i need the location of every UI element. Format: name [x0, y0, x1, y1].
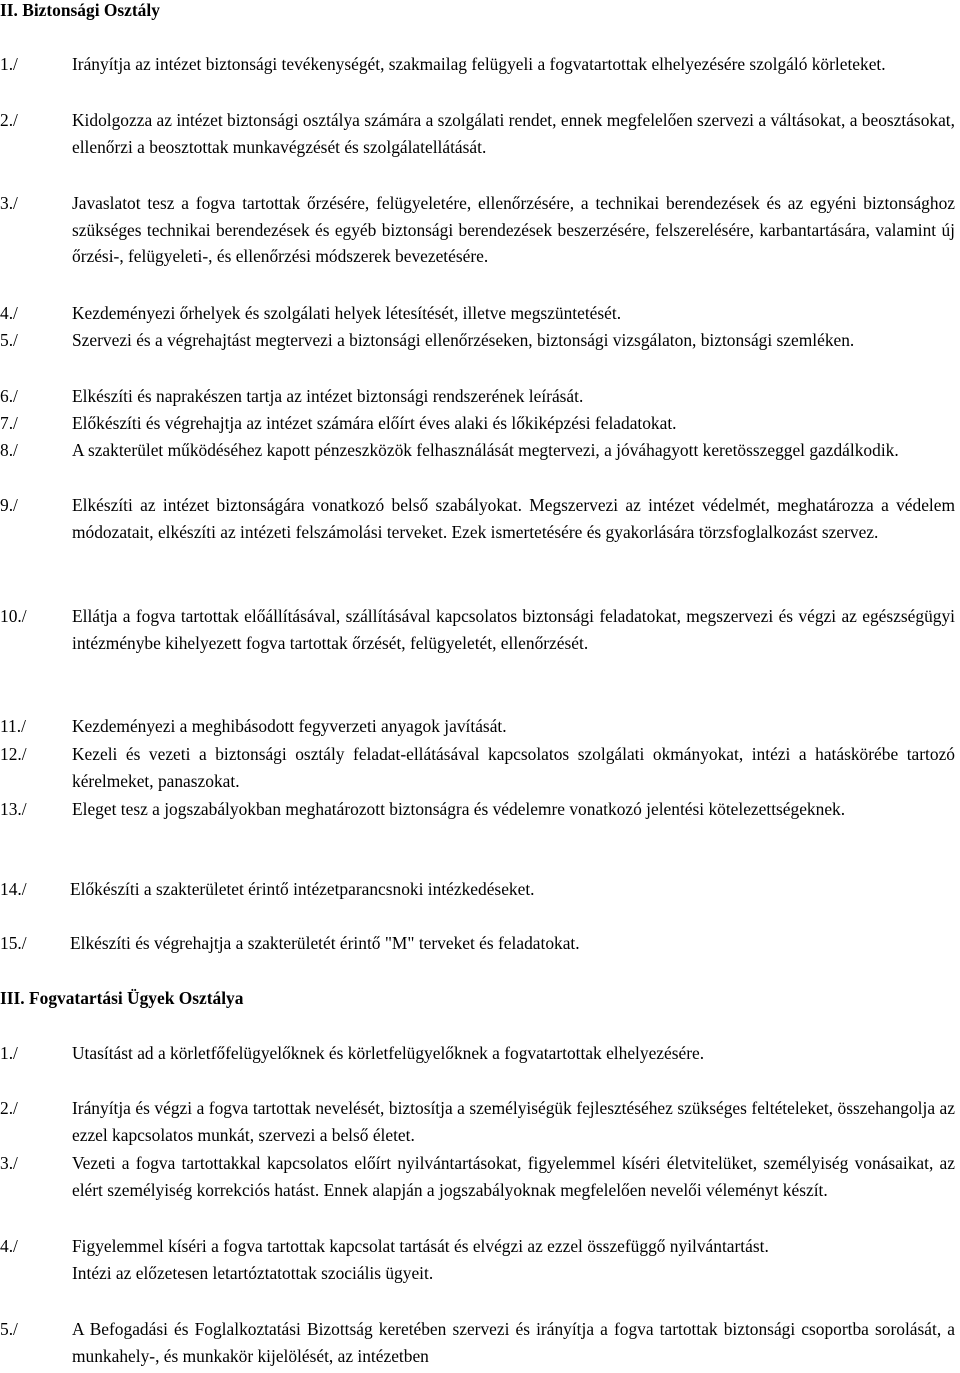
list-item — [0, 930, 955, 957]
item-number: 1./ — [0, 54, 18, 74]
item-text: Kezdeményezi őrhelyek és szolgálati helyek létesítését, illetve megszüntetését. — [72, 303, 622, 323]
list-item — [0, 437, 955, 464]
item-text: A Befogadási és Foglalkoztatási Bizottság keretében szervezi és irányítja a fogva tartottak biztonsági csoportba sorolását, a munkahely-, és munkakör kijelölését, az intézetben — [72, 1319, 955, 1366]
item-number: 4./ — [0, 303, 18, 323]
list-item — [0, 603, 955, 656]
item-text: A szakterület működéséhez kapott pénzeszközök felhasználását megtervezi, a jóváhagyott keretösszeggel gazdálkodik. — [72, 440, 899, 460]
item-number: 3./ — [0, 1153, 18, 1173]
item-number: 4./ — [0, 1236, 18, 1256]
item-text: Kezdeményezi a meghibásodott fegyverzeti anyagok javítását. — [72, 716, 507, 736]
item-text-line: Intézi az előzetesen letartóztatottak szociális ügyeit. — [72, 1262, 434, 1283]
item-text: Előkészíti a szakterületet érintő intézetparancsnoki intézkedéseket. — [70, 879, 535, 899]
list-item — [0, 410, 955, 437]
item-text-line: Figyelemmel kíséri a fogva tartottak kapcsolat tartását és elvégzi az ezzel összefüggő nyilvántartást. — [72, 1236, 769, 1256]
item-text: Javaslatot tesz a fogva tartottak őrzésére, felügyeletére, ellenőrzésére, a technikai berendezések és az egyéni biztonsághoz szükséges technikai berendezések és egyéb biztonsági berendezések beszerzésére, felszerelésére, karbantartására, valamint új őrzési-, felügyeleti-, és ellenőrzési módszerek bevezetésére. — [72, 193, 955, 266]
item-number: 10./ — [0, 606, 27, 626]
list-item — [0, 300, 955, 327]
list-item — [0, 492, 955, 545]
item-text: Előkészíti és végrehajtja az intézet számára előírt éves alaki és lőkiképzési feladatokat. — [72, 413, 677, 433]
item-number: 2./ — [0, 1098, 18, 1118]
list-item — [0, 190, 955, 270]
item-number: 3./ — [0, 193, 18, 213]
item-text: Kezeli és vezeti a biztonsági osztály feladat-ellátásával kapcsolatos szolgálati okmányokat, intézi a hatáskörébe tartozó kérelmeket, panaszokat. — [72, 744, 955, 791]
item-number: 2./ — [0, 110, 18, 130]
item-text: Elkészíti az intézet biztonságára vonatkozó belső szabályokat. Megszervezi az intézet védelmét, meghatározza a védelem módozatait, elkészíti az intézeti felszámolási terveket. Ezek ismertetésére és gyakorlására törzsfoglalkozást szervez. — [72, 495, 955, 542]
item-number: 5./ — [0, 330, 18, 350]
item-number: 8./ — [0, 440, 18, 460]
list-item — [0, 1150, 955, 1203]
list-item — [0, 1040, 955, 1067]
list-item — [0, 741, 955, 794]
section-heading-fogvatartasi: III. Fogvatartási Ügyek Osztálya — [0, 988, 244, 1008]
list-item — [0, 1316, 955, 1369]
list-item — [0, 51, 955, 78]
item-number: 7./ — [0, 413, 18, 433]
item-text: Vezeti a fogva tartottakkal kapcsolatos előírt nyilvántartásokat, figyelemmel kíséri életvitelüket, személyiség vonásaikat, az elért személyiség korrekciós hatást. Ennek alapján a jogszabályoknak megfelelően nevelői véleményt készít. — [72, 1153, 955, 1200]
item-text: Ellátja a fogva tartottak előállításával, szállításával kapcsolatos biztonsági feladatokat, megszervezi és végzi az egészségügyi intézménybe kihelyezett fogva tartottak őrzését, felügyeletét, ellenőrzését. — [72, 606, 955, 653]
item-text: Utasítást ad a körletfőfelügyelőknek és körletfelügyelőknek a fogvatartottak elhelyezésére. — [72, 1043, 705, 1063]
list-item — [0, 796, 955, 823]
item-text: Elkészíti és naprakészen tartja az intézet biztonsági rendszerének leírását. — [72, 386, 584, 406]
item-number: 15./ — [0, 933, 27, 953]
list-item — [0, 327, 955, 354]
item-number: 6./ — [0, 386, 18, 406]
item-number: 1./ — [0, 1043, 18, 1063]
list-item — [0, 107, 955, 160]
list-item — [0, 713, 955, 740]
list-item — [0, 1233, 955, 1286]
item-number: 14./ — [0, 879, 27, 899]
list-item — [0, 383, 955, 410]
item-text: Irányítja és végzi a fogva tartottak nevelését, biztosítja a személyiségük fejlesztéséhez szükséges feltételeket, összehangolja az ezzel kapcsolatos munkát, szervezi a belső életet. — [72, 1098, 955, 1145]
item-text: Kidolgozza az intézet biztonsági osztálya számára a szolgálati rendet, ennek megfelelően szervezi a váltásokat, a beosztásokat, ellenőrzi a beosztottak munkavégzését és szolgálatellátását. — [72, 110, 955, 157]
item-number: 5./ — [0, 1319, 18, 1339]
item-number: 13./ — [0, 799, 27, 819]
item-text: Irányítja az intézet biztonsági tevékenységét, szakmailag felügyeli a fogvatartottak elhelyezésére szolgáló körleteket. — [72, 54, 886, 74]
item-number: 12./ — [0, 744, 27, 764]
item-text — [72, 1233, 955, 1286]
list-item — [0, 876, 955, 903]
list-item — [0, 1095, 955, 1148]
section-heading-biztonsagi: II. Biztonsági Osztály — [0, 0, 160, 20]
item-text: Elkészíti és végrehajtja a szakterületét érintő "M" terveket és feladatokat. — [70, 933, 580, 953]
item-number: 9./ — [0, 495, 18, 515]
item-text: Eleget tesz a jogszabályokban meghatározott biztonságra és védelemre vonatkozó jelentési kötelezettségeknek. — [72, 799, 846, 819]
item-number: 11./ — [0, 716, 26, 736]
item-text: Szervezi és a végrehajtást megtervezi a biztonsági ellenőrzéseken, biztonsági vizsgálaton, biztonsági szemléken. — [72, 330, 855, 350]
